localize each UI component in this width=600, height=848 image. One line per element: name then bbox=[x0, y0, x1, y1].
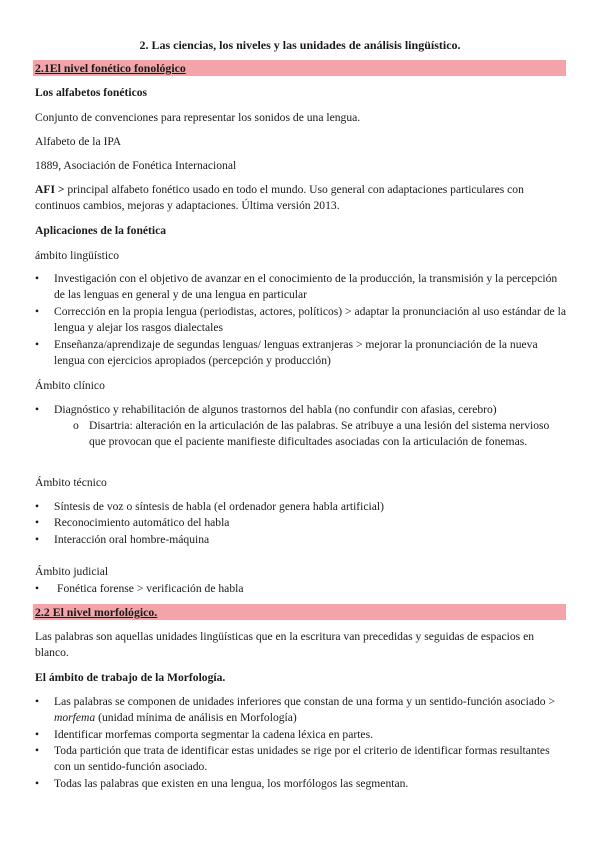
bullet-icon: • bbox=[35, 516, 40, 529]
bullet-icon: • bbox=[35, 777, 40, 790]
bullet-icon: • bbox=[35, 272, 40, 285]
section-heading-fonetico bbox=[33, 60, 566, 76]
bullet-icon: • bbox=[35, 728, 40, 741]
bullet-icon: • bbox=[35, 403, 40, 416]
bullet-icon: • bbox=[35, 582, 40, 595]
label-judicial: Ámbito judicial bbox=[35, 565, 109, 578]
paragraph: Alfabeto de la IPA bbox=[35, 135, 122, 148]
section-heading-morfologico bbox=[33, 604, 566, 620]
bullet-icon: • bbox=[35, 500, 40, 513]
section-heading-text: 2.2 El nivel morfológico. bbox=[35, 605, 158, 619]
document-page: 2. Las ciencias, los niveles y las unidades de análisis lingüístico. 2.1El nivel fonético fonológico Los alfabetos fonéticos Conjunto de convenciones para representar los sonidos de una lengua. Alfabeto de la IPA 1889, Asociación de Fonética Internacional AFI > principal alfabeto fonético usado en todo el mundo. Uso general con adaptaciones particulares con continuos cambios, mejoras y adaptaciones. Última versión 2013. Aplicaciones de la fonética ámbito lingüístico • Investigación con el objetivo de avanzar en el conocimiento de la producción, la transmisión y la percepción de las lenguas en general y de una lengua en particular • Corrección en la propia lengua (periodistas, actores, políticos) > adaptar la pronunciación al uso estándar de la lengua y alejar los rasgos dialectales • Enseñanza/aprendizaje de segundas lenguas/ lenguas extranjeras > mejorar la pronunciación de la nueva lengua con ejercicios apropiados (percepción y producción) Ámbito clínico • Diagnóstico y rehabilitación de algunos trastornos del habla (no confundir con afasias, cerebro) o Disartria: alteración en la articulación de las palabras. Se atribuye a una lesión del sistema nervioso que provocan que el paciente manifieste dificultades asociadas con la articulación de fonemas. Ámbito técnico • Síntesis de voz o síntesis de habla (el ordenador genera habla artificial) • Reconocimiento automático del habla • Interacción oral hombre-máquina Ámbito judicial • Fonética forense > verificación de habla 2.2 El nivel morfológico. Las palabras son aquellas unidades lingüísticas que en la escritura van precedidas y seguidas de espacios en blanco. El ámbito de trabajo de la Morfología. • Las palabras se componen de unidades inferiores que constan de una forma y un sentido-función asociado > morfema (unidad mínima de análisis en Morfología) • Identificar morfemas comporta segmentar la cadena léxica en partes. • Toda partición que trata de identificar estas unidades se rige por el criterio de identificar formas resultantes con un sentido-función asociado. • Todas las palabras que existen en una lengua, los morfólogos las segmentan. bbox=[0, 0, 600, 848]
bullet-icon: • bbox=[35, 695, 40, 708]
paragraph: Conjunto de convenciones para representar los sonidos de una lengua. bbox=[35, 111, 361, 124]
paragraph: Las palabras son aquellas unidades lingüísticas que en la escritura van precedidas y seguidas de espacios en blanco. bbox=[35, 630, 535, 659]
subheading-aplicaciones: Aplicaciones de la fonética bbox=[35, 224, 167, 237]
afi-text: principal alfabeto fonético usado en todo el mundo. Uso general con adaptaciones particulares con continuos cambios, mejoras y adaptaciones. Última versión 2013. bbox=[35, 183, 524, 212]
bullet-icon: • bbox=[35, 338, 40, 351]
bullet-icon: • bbox=[35, 305, 40, 318]
paragraph: 1889, Asociación de Fonética Internacional bbox=[35, 159, 237, 172]
afi-label: AFI > bbox=[35, 183, 65, 196]
label-linguistico: ámbito lingüístico bbox=[35, 249, 120, 262]
subheading-ambito-morfologia: El ámbito de trabajo de la Morfología. bbox=[35, 671, 226, 684]
term-morfema: morfema bbox=[54, 711, 96, 724]
label-clinico: Ámbito clínico bbox=[35, 379, 105, 392]
paragraph-afi bbox=[35, 182, 565, 214]
bullet-icon: • bbox=[35, 533, 40, 546]
page-title: 2. Las ciencias, los niveles y las unidades de análisis lingüístico. bbox=[139, 38, 461, 52]
sub-bullet-icon: o bbox=[73, 419, 79, 432]
bullet-icon: • bbox=[35, 744, 40, 757]
label-tecnico: Ámbito técnico bbox=[35, 476, 107, 489]
subheading-alfabetos: Los alfabetos fonéticos bbox=[35, 86, 148, 99]
section-heading-text: 2.1El nivel fonético fonológico bbox=[35, 61, 186, 75]
